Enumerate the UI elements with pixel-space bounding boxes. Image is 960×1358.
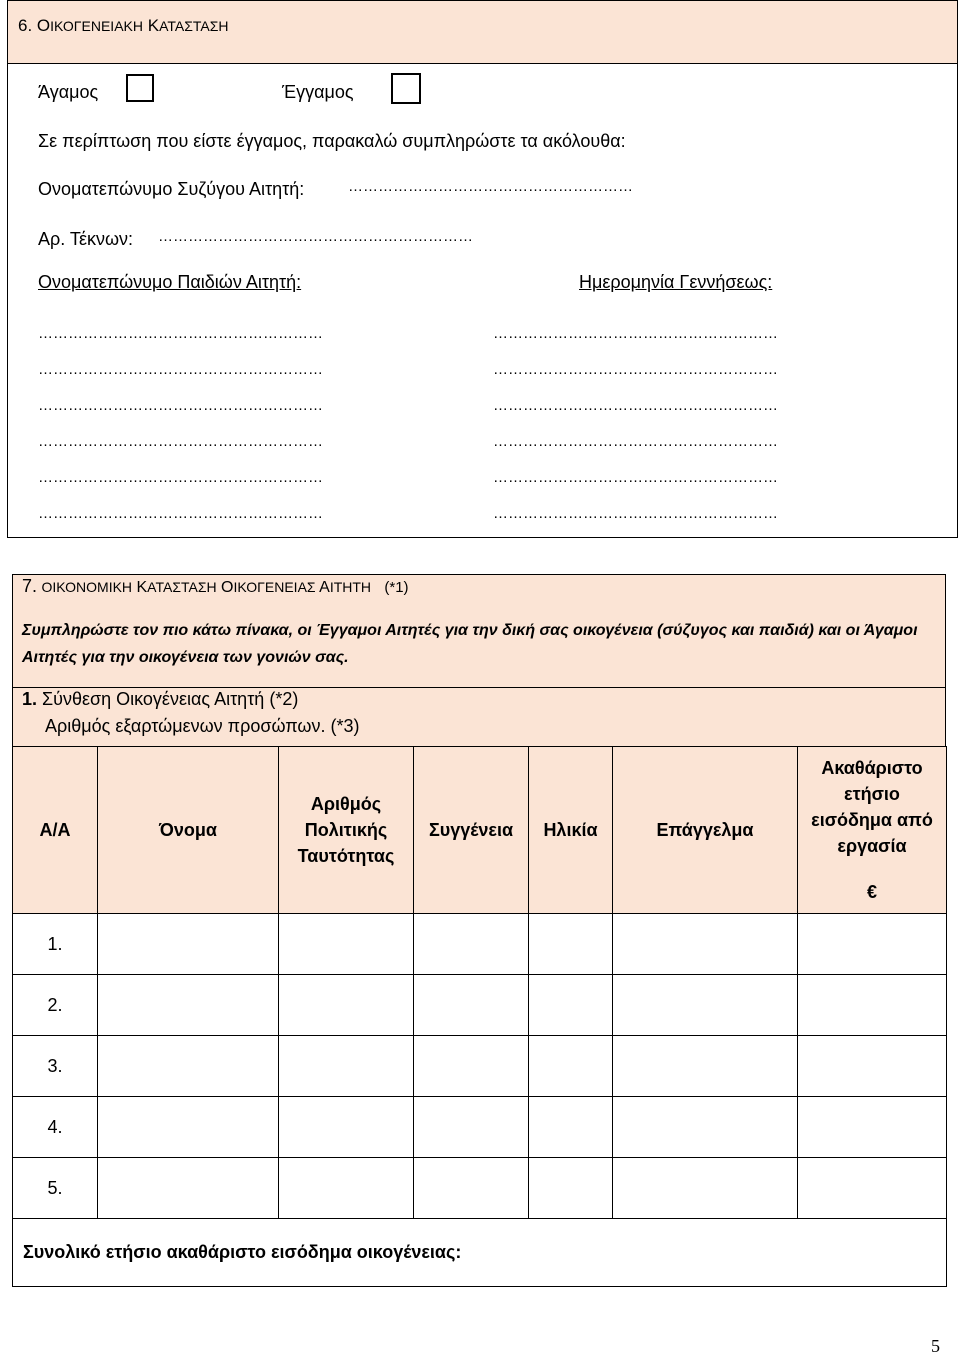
table-row	[13, 1036, 947, 1097]
income-cell[interactable]	[798, 914, 947, 975]
occupation-cell[interactable]	[613, 1158, 798, 1219]
child-birthdate-field[interactable]: …………………………………………………	[493, 433, 778, 450]
age-cell[interactable]	[529, 975, 613, 1036]
married-instruction: Σε περίπτωση που είστε έγγαμος, παρακαλώ συμπληρώστε τα ακόλουθα:	[38, 131, 626, 151]
married-checkbox[interactable]	[391, 73, 421, 104]
financial-status-instruction: Συμπληρώστε τον πιο κάτω πίνακα, οι Έγγαμοι Αιτητές για την δική σας οικογένεια (σύζυγος και παιδιά) και οι Άγαμοι Αιτητές για την οικογένεια των γονιών σας.	[22, 622, 918, 666]
age-cell[interactable]	[529, 1158, 613, 1219]
table-row	[13, 1158, 947, 1219]
name-cell[interactable]	[98, 1158, 279, 1219]
row-index: 1.	[13, 914, 98, 975]
column-header-relationship: Συγγένεια	[414, 747, 529, 914]
table-total-row	[13, 1219, 947, 1287]
married-label: Έγγαμος	[282, 82, 354, 102]
id-number-cell[interactable]	[279, 1158, 414, 1219]
id-number-header-text: Αριθμός Πολιτικής Ταυτότητας	[297, 794, 395, 866]
child-name-field[interactable]: …………………………………………………	[38, 469, 323, 486]
spouse-name-field[interactable]: …………………………………………………	[348, 178, 633, 195]
total-income-label[interactable]: Συνολικό ετήσιο ακαθάριστο εισόδημα οικογένειας:	[13, 1219, 947, 1287]
occupation-cell[interactable]	[613, 914, 798, 975]
column-header-income	[798, 747, 947, 914]
children-count-label: Αρ. Τέκνων:	[38, 229, 134, 249]
spouse-name-label: Ονοματεπώνυμο Συζύγου Αιτητή:	[38, 179, 305, 199]
subsection-title: Σύνθεση Οικογένειας Αιτητή (*2)	[37, 689, 299, 709]
id-number-cell[interactable]	[279, 975, 414, 1036]
name-cell[interactable]	[98, 914, 279, 975]
child-birthdate-field[interactable]: …………………………………………………	[493, 505, 778, 522]
child-name-field[interactable]: …………………………………………………	[38, 505, 323, 522]
relationship-cell[interactable]	[414, 1158, 529, 1219]
children-names-header: Ονοματεπώνυμο Παιδιών Αιτητή:	[38, 272, 302, 292]
dependents-count-label: Αριθμός εξαρτώμενων προσώπων. (*3)	[45, 716, 360, 736]
id-number-cell[interactable]	[279, 1097, 414, 1158]
name-cell[interactable]	[98, 1097, 279, 1158]
family-income-table	[12, 746, 947, 1287]
row-index: 2.	[13, 975, 98, 1036]
income-cell[interactable]	[798, 1097, 947, 1158]
column-header-age: Ηλικία	[529, 747, 613, 914]
relationship-cell[interactable]	[414, 914, 529, 975]
row-index: 5.	[13, 1158, 98, 1219]
row-index: 3.	[13, 1036, 98, 1097]
income-cell[interactable]	[798, 975, 947, 1036]
child-birthdate-field[interactable]: …………………………………………………	[493, 361, 778, 378]
relationship-cell[interactable]	[414, 1097, 529, 1158]
subsection-number: 1.	[22, 689, 38, 709]
financial-status-title: 7. ΟΙΚΟΝΟΜΙΚΗ ΚΑΤΑΣΤΑΣΗ ΟΙΚΟΓΕΝΕΙΑΣ ΑΙΤΗΤΗ (*1)	[22, 576, 409, 596]
unmarried-checkbox[interactable]	[126, 74, 154, 102]
unmarried-label: Άγαμος	[38, 82, 99, 102]
column-header-aa: Α/Α	[13, 747, 98, 914]
child-name-field[interactable]: …………………………………………………	[38, 361, 323, 378]
table-row	[13, 914, 947, 975]
child-name-field[interactable]: …………………………………………………	[38, 325, 323, 342]
table-header-row	[13, 747, 947, 914]
column-header-occupation: Επάγγελμα	[613, 747, 798, 914]
children-count-field[interactable]: ………………………………………………………	[158, 228, 473, 245]
age-cell[interactable]	[529, 1036, 613, 1097]
relationship-cell[interactable]	[414, 975, 529, 1036]
family-composition-title	[22, 689, 298, 710]
currency-symbol: €	[866, 882, 877, 902]
occupation-cell[interactable]	[613, 975, 798, 1036]
table-row	[13, 1097, 947, 1158]
page-number: 5	[931, 1336, 940, 1356]
family-status-title: 6. ΟΙΚΟΓΕΝΕΙΑΚΗ ΚΑΤΑΣΤΑΣΗ	[18, 16, 229, 35]
occupation-cell[interactable]	[613, 1097, 798, 1158]
column-header-name: Όνομα	[98, 747, 279, 914]
table-row	[13, 975, 947, 1036]
id-number-cell[interactable]	[279, 914, 414, 975]
child-birthdate-field[interactable]: …………………………………………………	[493, 397, 778, 414]
name-cell[interactable]	[98, 975, 279, 1036]
income-cell[interactable]	[798, 1158, 947, 1219]
age-cell[interactable]	[529, 1097, 613, 1158]
id-number-cell[interactable]	[279, 1036, 414, 1097]
age-cell[interactable]	[529, 914, 613, 975]
occupation-cell[interactable]	[613, 1036, 798, 1097]
child-name-field[interactable]: …………………………………………………	[38, 433, 323, 450]
child-birthdate-field[interactable]: …………………………………………………	[493, 325, 778, 342]
child-name-field[interactable]: …………………………………………………	[38, 397, 323, 414]
column-header-id-number	[279, 747, 414, 914]
income-header-text: Ακαθάριστο ετήσιο εισόδημα από εργασία	[811, 758, 933, 856]
name-cell[interactable]	[98, 1036, 279, 1097]
relationship-cell[interactable]	[414, 1036, 529, 1097]
income-cell[interactable]	[798, 1036, 947, 1097]
birthdate-header: Ημερομηνία Γεννήσεως:	[579, 272, 773, 292]
child-birthdate-field[interactable]: …………………………………………………	[493, 469, 778, 486]
row-index: 4.	[13, 1097, 98, 1158]
